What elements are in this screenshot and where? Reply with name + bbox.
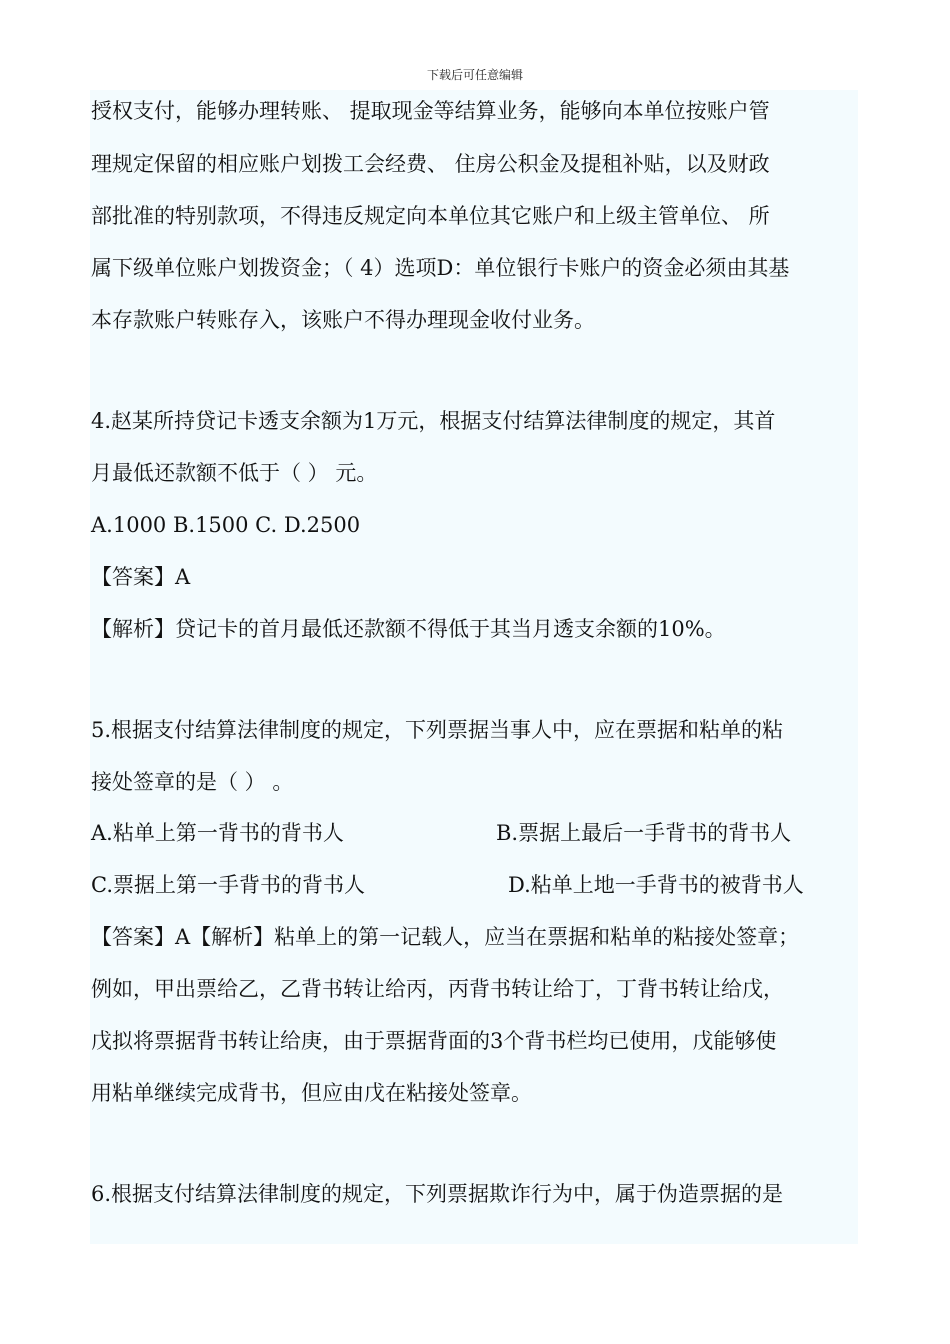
answer-4: 【答案】A xyxy=(91,565,191,589)
option-a: A.粘单上第一背书的背书人 xyxy=(91,821,344,845)
text-line: 接处签章的是（ ） 。 xyxy=(91,770,294,794)
text-line: 例如，甲出票给乙，乙背书转让给丙，丙背书转让给丁，丁背书转让给戊， xyxy=(91,977,784,1001)
analysis-4: 【解析】贷记卡的首月最低还款额不得低于其当月透支余额的10%。 xyxy=(91,617,726,641)
page-header: 下载后可任意编辑 xyxy=(426,68,523,82)
text-line: 理规定保留的相应账户划拨工会经费、 住房公积金及提租补贴，以及财政 xyxy=(91,152,770,176)
answer-5: 【答案】A【解析】粘单上的第一记载人，应当在票据和粘单的粘接处签章； xyxy=(91,925,800,949)
text-line: 戊拟将票据背书转让给庚，由于票据背面的3个背书栏均已使用，戊能够使 xyxy=(91,1029,777,1053)
option-d: D.粘单上地一手背书的被背书人 xyxy=(508,873,804,897)
question-4-options: A.1000 B.1500 C. D.2500 xyxy=(91,513,361,537)
question-5: 5.根据支付结算法律制度的规定，下列票据当事人中，应在票据和粘单的粘 xyxy=(91,718,784,742)
text-line: 部批准的特别款项，不得违反规定向本单位其它账户和上级主管单位、 所 xyxy=(91,204,770,228)
question-4: 4.赵某所持贷记卡透支余额为1万元，根据支付结算法律制度的规定，其首 xyxy=(91,409,776,433)
text-line: 属下级单位账户划拨资金；（ 4）选项D：单位银行卡账户的资金必须由其基 xyxy=(91,256,790,280)
text-line: 本存款账户转账存入，该账户不得办理现金收付业务。 xyxy=(91,308,595,332)
text-line: 用粘单继续完成背书，但应由戊在粘接处签章。 xyxy=(91,1081,532,1105)
option-c: C.票据上第一手背书的背书人 xyxy=(91,873,365,897)
question-6: 6.根据支付结算法律制度的规定，下列票据欺诈行为中，属于伪造票据的是 xyxy=(91,1182,784,1206)
option-b: B.票据上最后一手背书的背书人 xyxy=(496,821,792,845)
text-line: 月最低还款额不低于（ ） 元。 xyxy=(91,461,378,485)
text-line: 授权支付，能够办理转账、 提取现金等结算业务，能够向本单位按账户管 xyxy=(91,99,770,123)
